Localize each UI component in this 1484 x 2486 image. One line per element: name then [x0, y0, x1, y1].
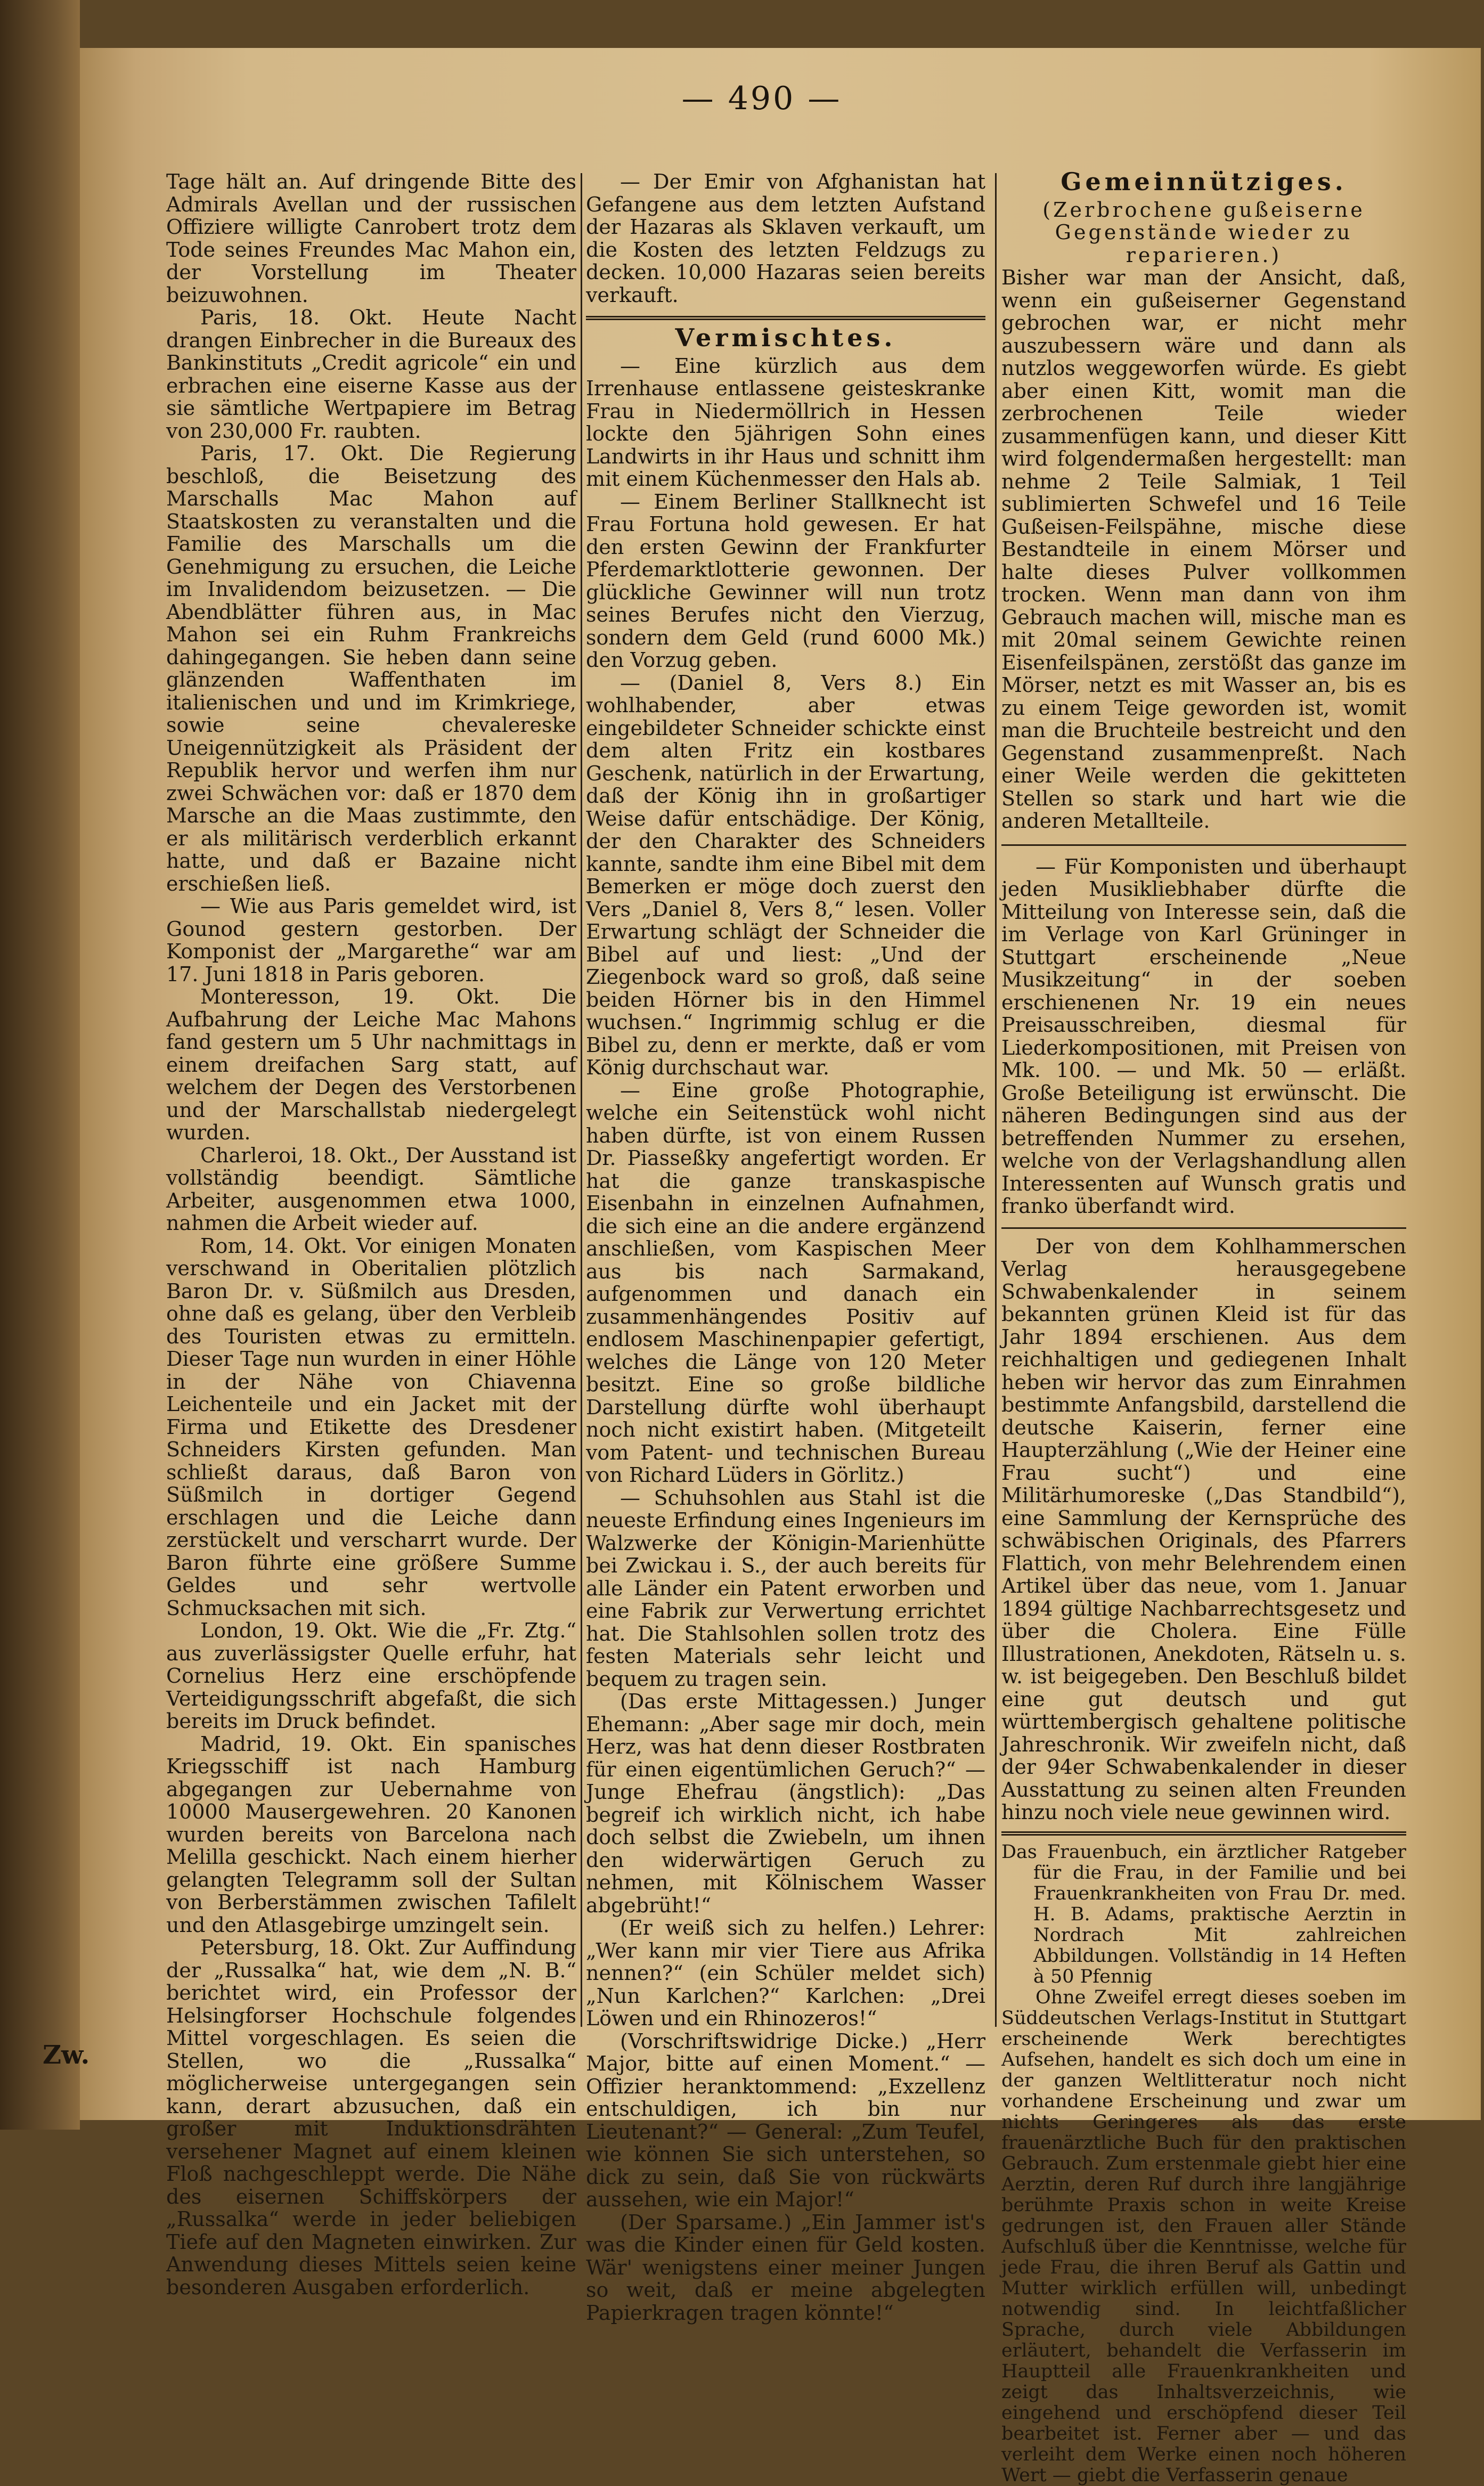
book-gutter [0, 0, 80, 2130]
column-news [166, 170, 576, 2298]
news-paragraph: Petersburg, 18. Okt. Zur Auffindung der „Russalka“ hat, wie dem „N. B.“ berichtet wird, ein Professor der Helsingforser Hochschule folgendes Mittel vorgeschlagen. Es seien die Stellen, wo die „Russalka“ möglicherweise untergegangen sein kann, derart abzusuchen, daß ein großer mit Induktionsdrähten versehener Magnet auf einem kleinen Floß nachgeschleppt werde. Die Nähe des eisernen Schiffskörpers der „Russalka“ werde in jeder beliebigen Tiefe auf den Magneten einwirken. Zur Anwendung dieses Mittels seien keine besonderen Ausgaben erforderlich. [166, 1936, 576, 2299]
section-divider [1001, 1227, 1406, 1229]
misc-paragraph: — Schuhsohlen aus Stahl ist die neueste Erfindung eines Ingenieurs im Walzwerke der Königin-Marienhütte bei Zwickau i. S., der auch bereits für alle Länder ein Patent erworben und eine Fabrik zur Verwertung errichtet hat. Die Stahlsohlen sollen trotz des festen Materials sehr leicht und bequem zu tragen sein. [586, 1486, 985, 1691]
news-paragraph: Rom, 14. Okt. Vor einigen Monaten verschwand in Oberitalien plötzlich Baron Dr. v. Süßmilch aus Dresden, ohne daß es gelang, über den Verbleib des Touristen etwas zu ermitteln. Dieser Tage nun wurden in einer Höhle in der Nähe von Chiavenna Leichenteile und ein Jacket mit der Firma und Etikette des Dresdener Schneiders Kirsten gefunden. Man schließt daraus, daß Baron von Süßmilch in dortiger Gegend erschlagen und die Leiche dann zerstückelt und verscharrt wurde. Der Baron führte eine größere Summe Geldes und sehr wertvolle Schmucksachen mit sich. [166, 1234, 576, 1620]
column-miscellany [586, 170, 985, 2324]
news-paragraph: Charleroi, 18. Okt., Der Ausstand ist vollständig beendigt. Sämtliche Arbeiter, ausgenommen etwa 1000, nahmen die Arbeit wieder auf. [166, 1143, 576, 1235]
advertisement-heading: Das Frauenbuch, ein ärztlicher Ratgeber für die Frau, in der Familie und bei Frauenkrankheiten von Frau Dr. med. H. B. Adams, praktische Aerztin in Nordrach Mit zahlreichen Abbildungen. Vollständig in 14 Heften à 50 Pfennig [1001, 1841, 1406, 1987]
news-paragraph: Monteresson, 19. Okt. Die Aufbahrung der Leiche Mac Mahons fand gestern um 5 Uhr nachmittags in einem dreifachen Sarg statt, auf welchem der Degen des Verstorbenen und der Marschallstab niedergelegt wurden. [166, 985, 576, 1144]
news-paragraph: Paris, 17. Okt. Die Regierung beschloß, die Beisetzung des Marschalls Mac Mahon auf Staatskosten zu veranstalten und die Familie des Marschalls um die Genehmigung zu ersuchen, die Leiche im Invalidendom beizusetzen. — Die Abendblätter führen aus, in Mac Mahon sei ein Ruhm Frankreichs dahingegangen. Sie heben dann seine glänzenden Waffenthaten im italienischen und und im Krimkriege, sowie seine chevalereske Uneigennützigkeit als Präsident der Republik hervor und werfen ihm nur zwei Schwächen vor: daß er 1870 dem Marsche an die Maas zustimmte, den er als militärisch verderblich erkannt hatte, und daß er Bazaine nicht erschießen ließ. [166, 442, 576, 895]
news-paragraph: Paris, 18. Okt. Heute Nacht drangen Einbrecher in die Bureaux des Bankinstituts „Credit agricole“ ein und erbrachen eine eiserne Kasse aus der sie sämtliche Wertpapiere im Betrag von 230,000 Fr. raubten. [166, 306, 576, 443]
column-rule-right [995, 173, 997, 2027]
section-divider [586, 316, 985, 320]
section-divider [1001, 844, 1406, 846]
useful-paragraph: — Für Komponisten und überhaupt jeden Musikliebhaber dürfte die Mitteilung von Interesse sein, daß die im Verlage von Karl Grüninger in Stuttgart erscheinende „Neue Musikzeitung“ in der soeben erschienenen Nr. 19 ein neues Preisausschreiben, diesmal für Liederkompositionen, mit Preisen von Mk. 100. — und Mk. 50 — erläßt. Große Beteiligung ist erwünscht. Die näheren Bedingungen sind aus der betreffenden Nummer zu ersehen, welche von der Verlagshandlung allen Interessenten auf Wunsch gratis und franko überfandt wird. [1001, 854, 1406, 1218]
useful-paragraph: Bisher war man der Ansicht, daß, wenn ein gußeiserner Gegenstand gebrochen war, er nicht mehr auszubessern wäre und dann als nutzlos weggeworfen würde. Es giebt aber einen Kitt, womit man die zerbrochenen Teile wieder zusammenfügen kann, und dieser Kitt wird folgendermaßen hergestellt: man nehme 2 Teile Salmiak, 1 Teil sublimierten Schwefel und 16 Teile Gußeisen-Feilspähne, mische diese Bestandteile in einem Mörser und halte dieses Pulver vollkommen trocken. Wenn man dann von ihm Gebrauch machen will, mische man es mit 20mal seinem Gewichte reinen Eisenfeilspänen, zerstößt das ganze im Mörser, netzt es mit Wasser an, bis es zu einem Teige geworden ist, womit man die Bruchteile bestreicht und den Gegenstand zusammenpreßt. Nach einer Weile werden die gekitteten Stellen so stark und hart wie die anderen Metallteile. [1001, 266, 1406, 833]
margin-handwriting: Zw. [43, 2040, 90, 2070]
news-paragraph: — Der Emir von Afghanistan hat Gefangene aus dem letzten Aufstand der Hazaras als Sklaven verkauft, um die Kosten des letzten Feldzugs zu decken. 10,000 Hazaras seien bereits verkauft. [586, 170, 985, 307]
misc-paragraph: — Einem Berliner Stallknecht ist Frau Fortuna hold gewesen. Er hat den ersten Gewinn der Frankfurter Pferdemarktlotterie gewonnen. Der glückliche Gewinner will nun trotz seines Berufes nicht den Vierzug, sondern dem Geld (rund 6000 Mk.) den Vorzug geben. [586, 490, 985, 672]
news-paragraph: Tage hält an. Auf dringende Bitte des Admirals Avellan und der russischen Offiziere willigte Canrobert trotz dem Tode seines Freundes Mac Mahon ein, der Vorstellung im Theater beizuwohnen. [166, 170, 576, 307]
misc-paragraph: (Der Sparsame.) „Ein Jammer ist's was die Kinder einen für Geld kosten. Wär' wenigstens einer meiner Jungen so weit, daß er meine abgelegten Papierkragen tragen könnte!“ [586, 2210, 985, 2325]
misc-paragraph: — Eine kürzlich aus dem Irrenhause entlassene geisteskranke Frau in Niedermöllrich in Hessen lockte den 5jährigen Sohn eines Landwirts in ihr Haus und schnitt ihm mit einem Küchenmesser den Hals ab. [586, 354, 985, 491]
misc-paragraph: (Er weiß sich zu helfen.) Lehrer: „Wer kann mir vier Tiere aus Afrika nennen?“ (ein Schüler meldet sich) „Nun Karlchen?“ Karlchen: „Drei Löwen und ein Rhinozeros!“ [586, 1916, 985, 2030]
news-paragraph: Madrid, 19. Okt. Ein spanisches Kriegsschiff ist nach Hamburg abgegangen zur Uebernahme von 10000 Mausergewehren. 20 Kanonen wurden bereits von Barcelona nach Melilla geschickt. Nach einem hierher gelangten Telegramm soll der Sultan von Berberstämmen zwischen Tafilelt und den Atlasgebirge umzingelt sein. [166, 1732, 576, 1937]
section-divider [1001, 1831, 1406, 1836]
page-number: — 490 — [681, 80, 842, 117]
misc-paragraph: — (Daniel 8, Vers 8.) Ein wohlhabender, aber etwas eingebildeter Schneider schickte einst dem alten Fritz ein kostbares Geschenk, natürlich in der Erwartung, daß der König ihn in großartiger Weise dafür entschädige. Der König, der den Charakter des Schneiders kannte, sandte ihm eine Bibel mit dem Bemerken er möge doch zuerst den Vers „Daniel 8, Vers 8,“ lesen. Voller Erwartung schlägt der Schneider die Bibel auf und liest: „Und der Ziegenbock ward so groß, daß seine beiden Hörner bis in den Himmel wuchsen.“ Ingrimmig schlug er die Bibel zu, denn er merkte, daß er vom König durchschaut war. [586, 671, 985, 1079]
section-heading-vermischtes: Vermischtes. [675, 323, 896, 352]
misc-paragraph: (Vorschriftswidrige Dicke.) „Herr Major, bitte auf einen Moment.“ — Offizier heranktommend: „Exzellenz entschuldigen, ich bin nur Lieutenant?“ — General: „Zum Teufel, wie können Sie sich unterstehen, so dick zu sein, daß Sie von rückwärts aussehen, wie ein Major!“ [586, 2029, 985, 2211]
news-paragraph: London, 19. Okt. Wie die „Fr. Ztg.“ aus zuverlässigster Quelle erfuhr, hat Cornelius Herz eine erschöpfende Verteidigungsschrift abgefaßt, die sich bereits im Druck befindet. [166, 1619, 576, 1733]
section-heading-gemeinnuetziges: Gemeinnütziges. [1061, 167, 1347, 196]
column-useful [1001, 167, 1406, 2486]
advertisement-body: Ohne Zweifel erregt dieses soeben im Süddeutschen Verlags-Institut in Stuttgart erscheinende Werk berechtigtes Aufsehen, handelt es sich doch um eine in der ganzen Weltlitteratur noch nicht vorhandene Erscheinung und zwar um nichts Geringeres als das erste frauenärztliche Buch für den praktischen Gebrauch. Zum erstenmale giebt hier eine Aerztin, deren Ruf durch ihre langjährige berühmte Praxis schon in weite Kreise gedrungen ist, den Frauen aller Stände Aufschluß über die Kenntnisse, welche für jede Frau, die ihren Beruf als Gattin und Mutter wirklich erfüllen will, unbedingt notwendig sind. In leichtfaßlicher Sprache, durch viele Abbildungen erläutert, behandelt die Verfasserin im Hauptteil alle Frauenkrankheiten und zeigt das Inhaltsverzeichnis, wie eingehend und erschöpfend dieser Teil bearbeitet ist. Ferner aber — und das verleiht dem Werke einen noch höheren Wert — giebt die Verfasserin genaue [1001, 1986, 1406, 2486]
misc-paragraph: (Das erste Mittagessen.) Junger Ehemann: „Aber sage mir doch, mein Herz, was hat denn dieser Rostbraten für einen eigentümlichen Geruch?“ — Junge Ehefrau (ängstlich): „Das begreif ich wirklich nicht, ich habe doch selbst die Zwiebeln, um ihnen den widerwärtigen Geruch zu nehmen, mit Kölnischem Wasser abgebrüht!“ [586, 1690, 985, 1917]
news-paragraph: — Wie aus Paris gemeldet wird, ist Gounod gestern gestorben. Der Komponist der „Margarethe“ war am 17. Juni 1818 in Paris geboren. [166, 894, 576, 986]
calendar-notice: Der von dem Kohlhammerschen Verlag herausgegebene Schwabenkalender in seinem bekannten grünen Kleid ist für das Jahr 1894 erschienen. Aus dem reichhaltigen und gediegenen Inhalt heben wir hervor das zum Einrahmen bestimmte Anfangsbild, darstellend die deutsche Kaiserin, ferner eine Haupterzählung („Wie der Heiner eine Frau sucht“) und eine Militärhumoreske („Das Standbild“), eine Sammlung der Kernsprüche des schwäbischen Originals, des Pfarrers Flattich, von mehr Belehrendem einen Artikel über das neue, vom 1. Januar 1894 gültige Nachbarrechtsgesetz und über die Cholera. Eine Fülle Illustrationen, Anekdoten, Rätseln u. s. w. ist beigegeben. Den Beschluß bildet eine gut deutsch und gut württembergisch gehaltene politische Jahreschronik. Wir zweifeln nicht, daß der 94er Schwabenkalender in dieser Ausstattung zu seinen alten Freunden hinzu noch viele neue gewinnen wird. [1001, 1234, 1406, 1824]
column-rule-left [581, 173, 582, 2027]
misc-paragraph: — Eine große Photographie, welche ein Seitenstück wohl nicht haben dürfte, ist von einem Russen Dr. Piasseßky angefertigt worden. Er hat die ganze transkaspische Eisenbahn in einzelnen Aufnahmen, die sich eine an die andere ergänzend anschließen, vom Kaspischen Meer aus bis nach Sarmakand, aufgenommen und danach ein zusammenhängendes Positiv auf endlosem Maschinenpapier gefertigt, welches die Länge von 120 Meter besitzt. Eine so große bildliche Darstellung dürfte wohl überhaupt noch nicht existirt haben. (Mitgeteilt vom Patent- und technischen Bureau von Richard Lüders in Görlitz.) [586, 1078, 985, 1487]
article-subtitle: (Zerbrochene gußeiserne Gegenstände wieder zu reparieren.) [1042, 198, 1365, 267]
